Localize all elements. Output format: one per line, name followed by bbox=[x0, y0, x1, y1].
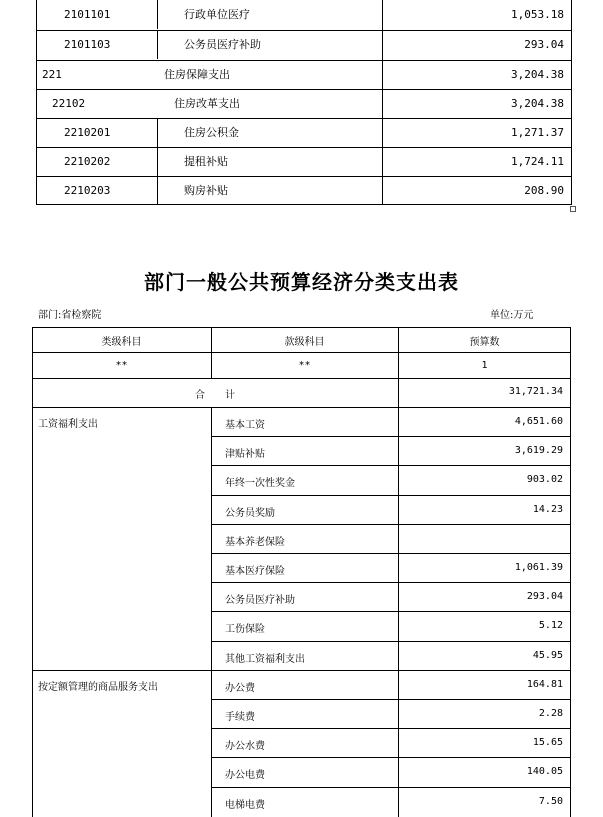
function-amount: 1,271.37 bbox=[511, 126, 564, 139]
column-divider-2 bbox=[398, 327, 399, 817]
row-divider bbox=[211, 641, 571, 642]
function-code: 221 bbox=[42, 68, 62, 81]
function-name: 提租补贴 bbox=[184, 155, 228, 168]
subcategory-label: 办公费 bbox=[225, 683, 255, 694]
row-divider bbox=[36, 176, 572, 177]
row-divider bbox=[211, 465, 571, 466]
row-divider bbox=[211, 553, 571, 554]
header-budget: 预算数 bbox=[469, 337, 500, 348]
function-amount: 1,724.11 bbox=[511, 155, 564, 168]
table-row bbox=[36, 118, 572, 147]
budget-amount: 1,061.39 bbox=[514, 562, 563, 573]
function-name: 住房改革支出 bbox=[174, 97, 240, 110]
table-row bbox=[36, 30, 572, 59]
budget-amount: 164.81 bbox=[526, 679, 563, 690]
row-divider bbox=[211, 787, 571, 788]
subcategory-label: 办公电费 bbox=[225, 770, 265, 781]
budget-amount: 4,651.60 bbox=[514, 416, 563, 427]
budget-amount: 903.02 bbox=[526, 474, 563, 485]
budget-amount: 45.95 bbox=[532, 650, 563, 661]
table-border-bottom bbox=[36, 204, 572, 205]
row-divider bbox=[211, 670, 571, 671]
function-amount: 3,204.38 bbox=[511, 97, 564, 110]
row-divider bbox=[211, 699, 571, 700]
row-divider bbox=[211, 757, 571, 758]
category-label: 按定额管理的商品服务支出 bbox=[38, 682, 158, 693]
subcategory-label: 基本养老保险 bbox=[225, 537, 285, 548]
header-divider bbox=[32, 352, 571, 353]
budget-amount: 5.12 bbox=[538, 620, 563, 631]
table-resize-handle[interactable] bbox=[570, 206, 576, 212]
row-divider bbox=[36, 118, 572, 119]
row-divider bbox=[36, 30, 572, 31]
header-subcategory: 款级科目 bbox=[284, 337, 325, 348]
department-label: 部门:省检察院 bbox=[38, 310, 102, 321]
header-category: 类级科目 bbox=[101, 337, 142, 348]
top-expenditure-table bbox=[36, 0, 572, 205]
subcategory-label: 公务员医疗补助 bbox=[225, 595, 295, 606]
page-title: 部门一般公共预算经济分类支出表 bbox=[144, 270, 459, 294]
subcategory-label: 基本工资 bbox=[225, 420, 265, 431]
function-code: 2101103 bbox=[64, 38, 111, 51]
table-row bbox=[36, 0, 572, 29]
budget-amount: 293.04 bbox=[526, 591, 563, 602]
unit-label: 单位:万元 bbox=[490, 310, 534, 321]
table-row bbox=[36, 89, 572, 118]
subcategory-label: 基本医疗保险 bbox=[225, 566, 285, 577]
mark-divider bbox=[32, 378, 571, 379]
code-column-divider bbox=[157, 0, 158, 29]
mark-subcategory: ** bbox=[298, 360, 311, 371]
subcategory-label: 手续费 bbox=[225, 712, 255, 723]
subcategory-label: 电梯电费 bbox=[225, 800, 265, 811]
code-column-divider bbox=[157, 118, 158, 147]
budget-amount: 14.23 bbox=[532, 504, 563, 515]
table-row bbox=[36, 60, 572, 89]
budget-amount: 7.50 bbox=[538, 796, 563, 807]
economic-classification-table bbox=[32, 327, 571, 817]
row-divider bbox=[211, 582, 571, 583]
function-code: 22102 bbox=[52, 97, 86, 110]
subcategory-label: 办公水费 bbox=[225, 741, 265, 752]
budget-amount: 15.65 bbox=[532, 737, 563, 748]
row-divider bbox=[211, 436, 571, 437]
subcategory-label: 公务员奖励 bbox=[225, 508, 275, 519]
function-code: 2210203 bbox=[64, 184, 111, 197]
row-divider bbox=[211, 524, 571, 525]
code-column-divider bbox=[157, 30, 158, 59]
subcategory-label: 工伤保险 bbox=[225, 624, 265, 635]
category-label: 工资福利支出 bbox=[38, 419, 98, 430]
total-value: 31,721.34 bbox=[508, 386, 563, 397]
budget-amount: 3,619.29 bbox=[514, 445, 563, 456]
function-code: 2210201 bbox=[64, 126, 111, 139]
function-amount: 208.90 bbox=[524, 184, 564, 197]
total-label: 合 计 bbox=[195, 390, 235, 401]
subcategory-label: 年终一次性奖金 bbox=[225, 478, 295, 489]
column-divider-1b bbox=[211, 407, 212, 817]
function-amount: 3,204.38 bbox=[511, 68, 564, 81]
row-divider bbox=[211, 495, 571, 496]
subcategory-label: 其他工资福利支出 bbox=[225, 654, 305, 665]
row-divider bbox=[36, 89, 572, 90]
row-divider bbox=[36, 147, 572, 148]
budget-amount: 140.05 bbox=[526, 766, 563, 777]
function-code: 2101101 bbox=[64, 8, 111, 21]
function-name: 购房补贴 bbox=[184, 184, 228, 197]
function-name: 公务员医疗补助 bbox=[184, 38, 261, 51]
table-row bbox=[36, 176, 572, 205]
row-divider bbox=[211, 611, 571, 612]
function-amount: 1,053.18 bbox=[511, 8, 564, 21]
code-column-divider bbox=[157, 176, 158, 205]
table-border-right bbox=[570, 327, 571, 817]
mark-budget: 1 bbox=[481, 360, 488, 371]
function-name: 住房保障支出 bbox=[164, 68, 230, 81]
code-column-divider bbox=[157, 147, 158, 176]
mark-category: ** bbox=[115, 360, 128, 371]
table-row bbox=[36, 147, 572, 176]
group-divider bbox=[32, 670, 211, 671]
function-amount: 293.04 bbox=[524, 38, 564, 51]
row-divider bbox=[36, 60, 572, 61]
function-name: 行政单位医疗 bbox=[184, 8, 250, 21]
subcategory-label: 津贴补贴 bbox=[225, 449, 265, 460]
row-divider bbox=[211, 728, 571, 729]
budget-amount: 2.28 bbox=[538, 708, 563, 719]
function-code: 2210202 bbox=[64, 155, 111, 168]
table-border-top bbox=[32, 327, 571, 328]
total-divider bbox=[32, 407, 571, 408]
function-name: 住房公积金 bbox=[184, 126, 239, 139]
